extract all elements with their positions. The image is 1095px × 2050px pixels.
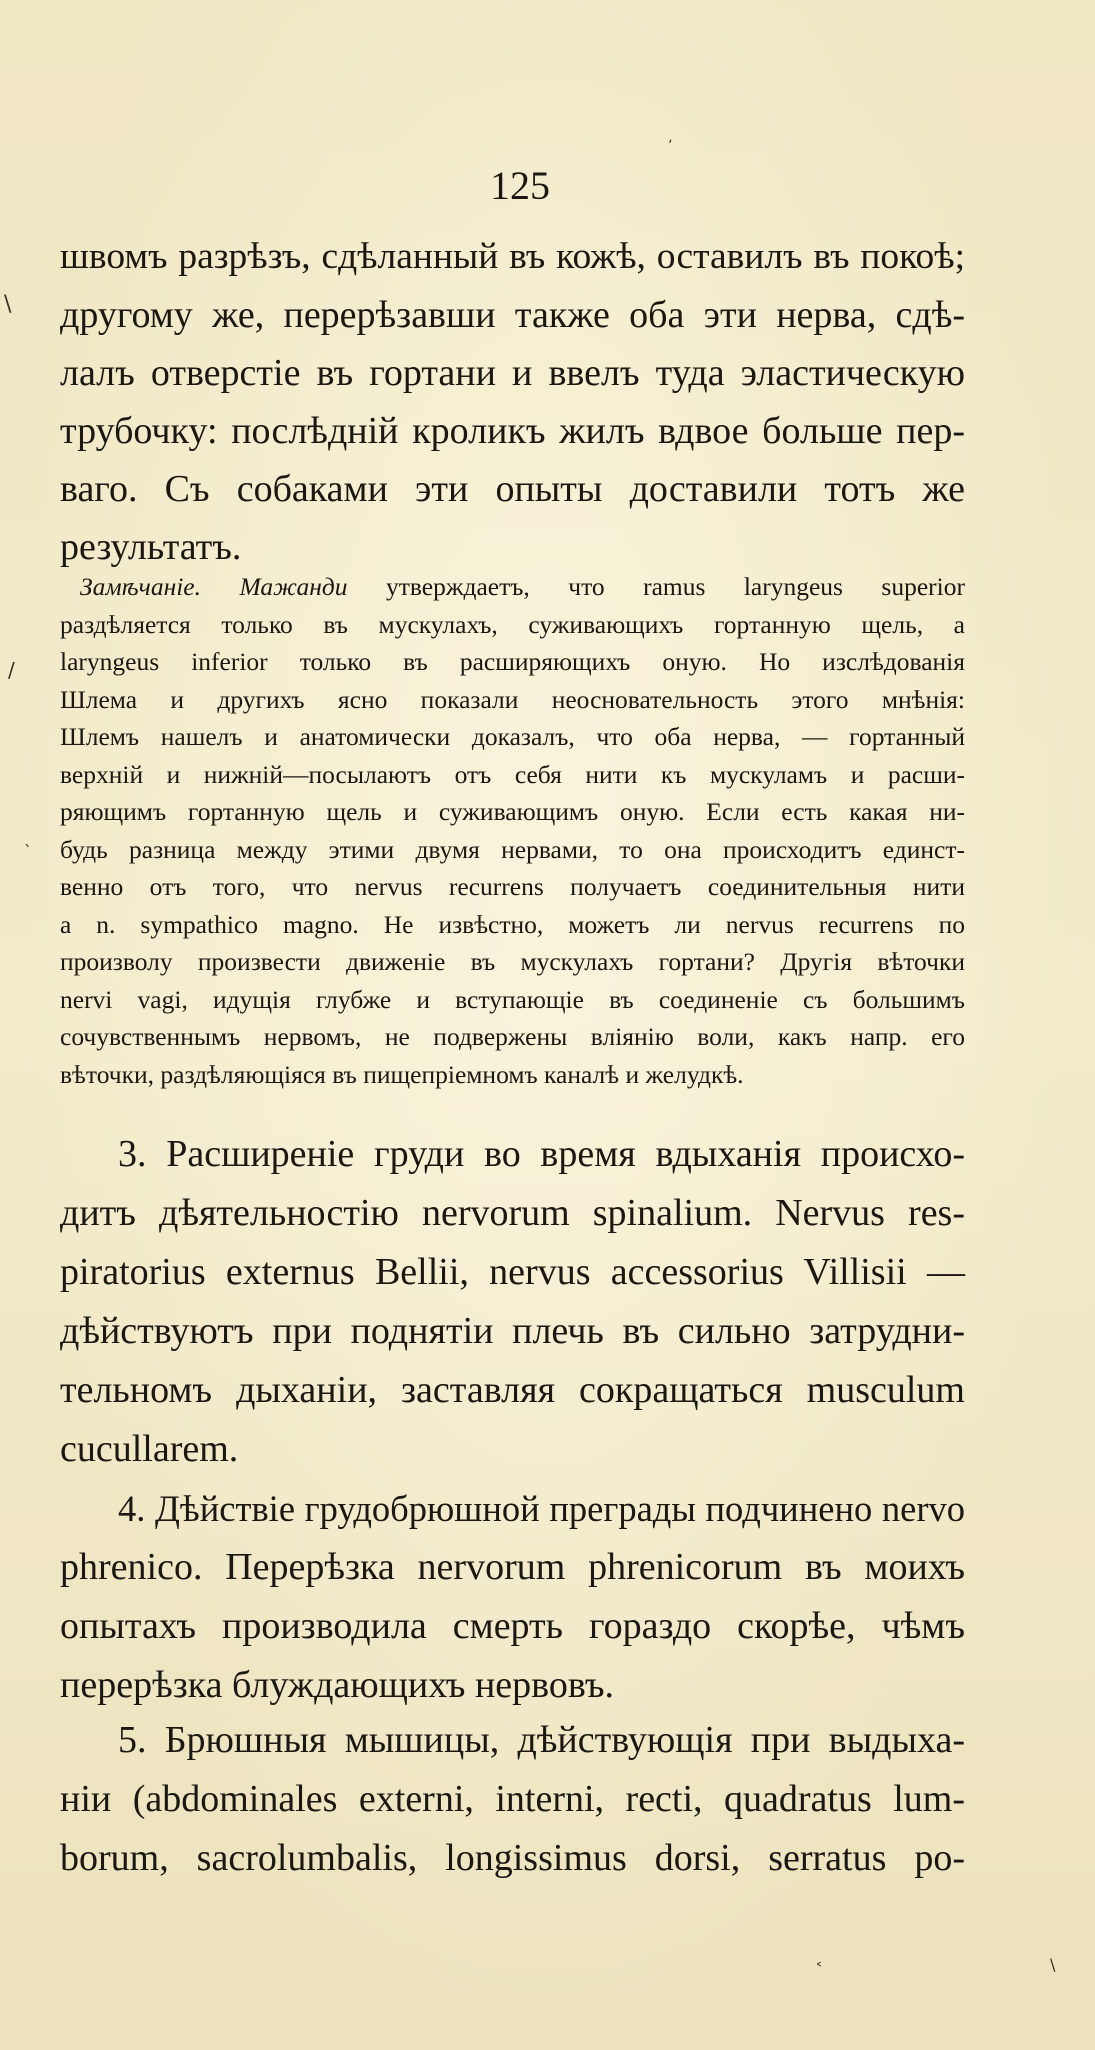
page-number: 125 xyxy=(490,163,550,208)
note-line: будь разница между этими двумя нервами, то она происходитъ единст- xyxy=(60,834,965,864)
text-line: phrenico. Перерѣзка nervorum phrenicorum въ моихъ xyxy=(60,1546,965,1588)
text-line: трубочку: послѣдній кроликъ жилъ вдвое больше пер- xyxy=(60,410,965,452)
note-first-line-rest: утверждаетъ, что ramus laryngeus superior xyxy=(386,572,965,601)
text-line: другому же, перерѣзавши также оба эти нерва, сдѣ- xyxy=(60,294,965,336)
print-speck: ˂ xyxy=(815,1960,823,1979)
note-label: Замѣчаніе. xyxy=(80,572,202,601)
text-line: результатъ. xyxy=(60,526,242,568)
note-line: a n. sympathico magno. Не извѣстно, можетъ ли nervus recurrens по xyxy=(60,909,965,939)
print-speck: \ xyxy=(1050,1955,1056,1974)
text-line: швомъ разрѣзъ, сдѣланный въ кожѣ, оставилъ въ покоѣ; xyxy=(60,236,965,277)
text-line: borum, sacrolumbalis, longissimus dorsi, serratus po- xyxy=(60,1837,965,1879)
section-5-paragraph xyxy=(60,1711,965,1888)
note-line: произволу произвести движеніе въ мускулахъ гортани? Другія вѣточки xyxy=(60,947,965,976)
text-line: тельномъ дыханіи, заставляя сокращаться musculum xyxy=(60,1369,965,1411)
text-line: дитъ дѣятельностію nervorum spinalium. Nervus res- xyxy=(60,1192,965,1234)
note-line: верхній и нижній—посылаютъ отъ себя нити къ мускуламъ и расши- xyxy=(60,759,965,789)
note-first-line xyxy=(60,568,965,606)
section-3-paragraph xyxy=(60,1125,965,1479)
note-line: раздѣляется только въ мускулахъ, суживающихъ гортанную щель, а xyxy=(60,609,965,639)
text-line: лалъ отверстіе въ гортани и ввелъ туда эластическую xyxy=(60,352,965,394)
note-line: Шлема и другихъ ясно показали неосновательность этого мнѣнія: xyxy=(60,684,965,714)
paragraph-continued xyxy=(60,228,965,576)
text-line: 5. Брюшныя мышицы, дѣйствующія при выдыха- xyxy=(118,1719,965,1761)
text-line: ваго. Съ собаками эти опыты доставили тотъ же xyxy=(60,468,965,510)
text-line: ніи (abdominales externi, interni, recti, quadratus lum- xyxy=(60,1778,965,1820)
print-speck: / xyxy=(8,658,15,682)
note-line: сочувственнымъ нервомъ, не подвержены вліянію воли, какъ напр. его xyxy=(60,1022,965,1051)
text-line: cucullarem. xyxy=(60,1428,239,1470)
text-line: перерѣзка блуждающихъ нервовъ. xyxy=(60,1664,614,1706)
note-author: Мажанди xyxy=(239,572,348,601)
text-line: piratorius externus Bellii, nervus accessorius Villisii — xyxy=(60,1251,965,1293)
note-line: nervi vagi, идущія глубже и вступающіе въ соединеніе съ большимъ xyxy=(60,984,965,1014)
print-speck: ˋ xyxy=(24,842,32,861)
print-speck: ʼ xyxy=(668,138,673,154)
note-line: вѣточки, раздѣляющіяся въ пищепріемномъ каналѣ и желудкѣ. xyxy=(60,1059,744,1089)
note-paragraph xyxy=(60,568,965,1093)
text-line: 4. Дѣйствіе грудобрюшной преграды подчинено nervo xyxy=(118,1488,965,1529)
note-line: ряющимъ гортанную щель и суживающимъ оную. Если есть какая ни- xyxy=(60,797,965,826)
section-4-paragraph xyxy=(60,1479,965,1715)
note-line: laryngeus inferior только въ расширяющихъ оную. Но изслѣдованія xyxy=(60,647,965,676)
print-speck: \ xyxy=(4,292,12,317)
text-line: 3. Расширеніе груди во время вдыханія происхо- xyxy=(118,1133,965,1175)
text-line: дѣйствуютъ при поднятіи плечь въ сильно затрудни- xyxy=(60,1310,965,1352)
text-line: опытахъ производила смерть гораздо скорѣе, чѣмъ xyxy=(60,1605,965,1647)
note-line: Шлемъ нашелъ и анатомически доказалъ, что оба нерва, — гортанный xyxy=(60,722,965,751)
note-line: венно отъ того, что nervus recurrens получаетъ соединительныя нити xyxy=(60,872,965,901)
